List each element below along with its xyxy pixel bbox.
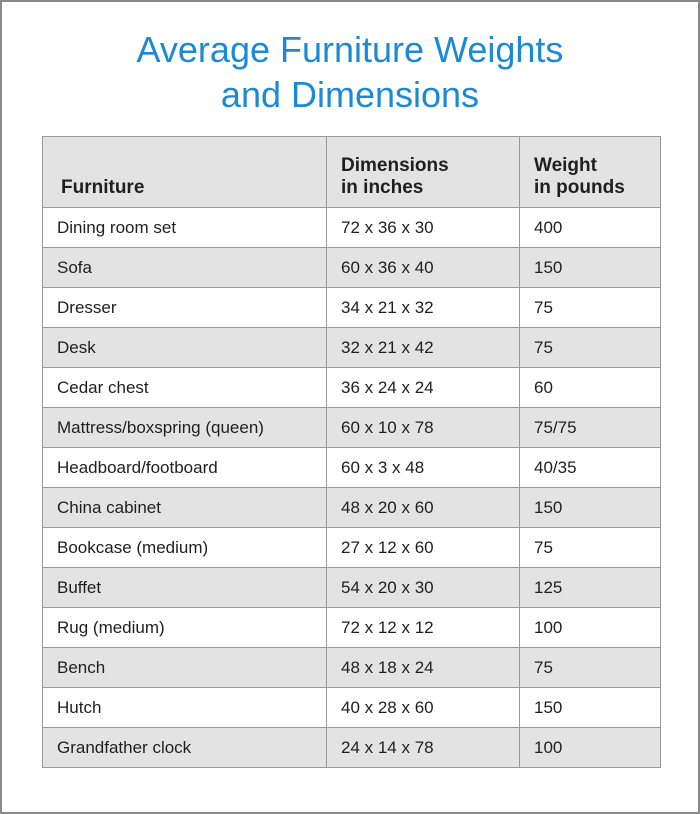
- cell-weight: 60: [520, 368, 661, 408]
- furniture-table: [42, 136, 661, 768]
- cell-weight: 75: [520, 288, 661, 328]
- header-dimensions: Dimensions in inches: [327, 137, 520, 208]
- table-row: [43, 248, 661, 288]
- cell-furniture: Dining room set: [43, 208, 327, 248]
- cell-furniture: Hutch: [43, 688, 327, 728]
- cell-dimensions: 40 x 28 x 60: [327, 688, 520, 728]
- title-line-1: Average Furniture Weights: [136, 29, 564, 70]
- table-row: [43, 688, 661, 728]
- cell-dimensions: 24 x 14 x 78: [327, 728, 520, 768]
- cell-dimensions: 60 x 3 x 48: [327, 448, 520, 488]
- cell-weight: 75: [520, 648, 661, 688]
- cell-furniture: Buffet: [43, 568, 327, 608]
- table-row: [43, 408, 661, 448]
- cell-weight: 400: [520, 208, 661, 248]
- cell-weight: 75: [520, 528, 661, 568]
- cell-furniture: Cedar chest: [43, 368, 327, 408]
- cell-furniture: Headboard/footboard: [43, 448, 327, 488]
- cell-weight: 150: [520, 688, 661, 728]
- table-row: [43, 368, 661, 408]
- cell-dimensions: 36 x 24 x 24: [327, 368, 520, 408]
- cell-weight: 75/75: [520, 408, 661, 448]
- cell-dimensions: 27 x 12 x 60: [327, 528, 520, 568]
- cell-furniture: Desk: [43, 328, 327, 368]
- cell-furniture: Bench: [43, 648, 327, 688]
- cell-dimensions: 60 x 10 x 78: [327, 408, 520, 448]
- cell-weight: 125: [520, 568, 661, 608]
- cell-dimensions: 48 x 20 x 60: [327, 488, 520, 528]
- cell-furniture: Grandfather clock: [43, 728, 327, 768]
- table-row: [43, 528, 661, 568]
- title-line-2: and Dimensions: [220, 74, 480, 115]
- table-row: [43, 608, 661, 648]
- cell-dimensions: 54 x 20 x 30: [327, 568, 520, 608]
- header-weight: Weight in pounds: [520, 137, 661, 208]
- table-row: [43, 288, 661, 328]
- table-row: [43, 728, 661, 768]
- table-row: [43, 648, 661, 688]
- cell-dimensions: 60 x 36 x 40: [327, 248, 520, 288]
- header-furniture: Furniture: [43, 137, 327, 208]
- cell-dimensions: 72 x 12 x 12: [327, 608, 520, 648]
- table-row: [43, 328, 661, 368]
- cell-furniture: Sofa: [43, 248, 327, 288]
- cell-furniture: Dresser: [43, 288, 327, 328]
- table-row: [43, 488, 661, 528]
- cell-weight: 150: [520, 248, 661, 288]
- table-row: [43, 568, 661, 608]
- table-header-row: [43, 137, 661, 208]
- cell-weight: 75: [520, 328, 661, 368]
- table-body: [43, 208, 661, 768]
- table-row: [43, 448, 661, 488]
- cell-furniture: Mattress/boxspring (queen): [43, 408, 327, 448]
- cell-furniture: China cabinet: [43, 488, 327, 528]
- cell-furniture: Bookcase (medium): [43, 528, 327, 568]
- cell-dimensions: 34 x 21 x 32: [327, 288, 520, 328]
- cell-weight: 100: [520, 728, 661, 768]
- cell-dimensions: 48 x 18 x 24: [327, 648, 520, 688]
- cell-weight: 150: [520, 488, 661, 528]
- cell-weight: 100: [520, 608, 661, 648]
- cell-weight: 40/35: [520, 448, 661, 488]
- page-title: [2, 27, 698, 117]
- cell-furniture: Rug (medium): [43, 608, 327, 648]
- table-row: [43, 208, 661, 248]
- cell-dimensions: 32 x 21 x 42: [327, 328, 520, 368]
- cell-dimensions: 72 x 36 x 30: [327, 208, 520, 248]
